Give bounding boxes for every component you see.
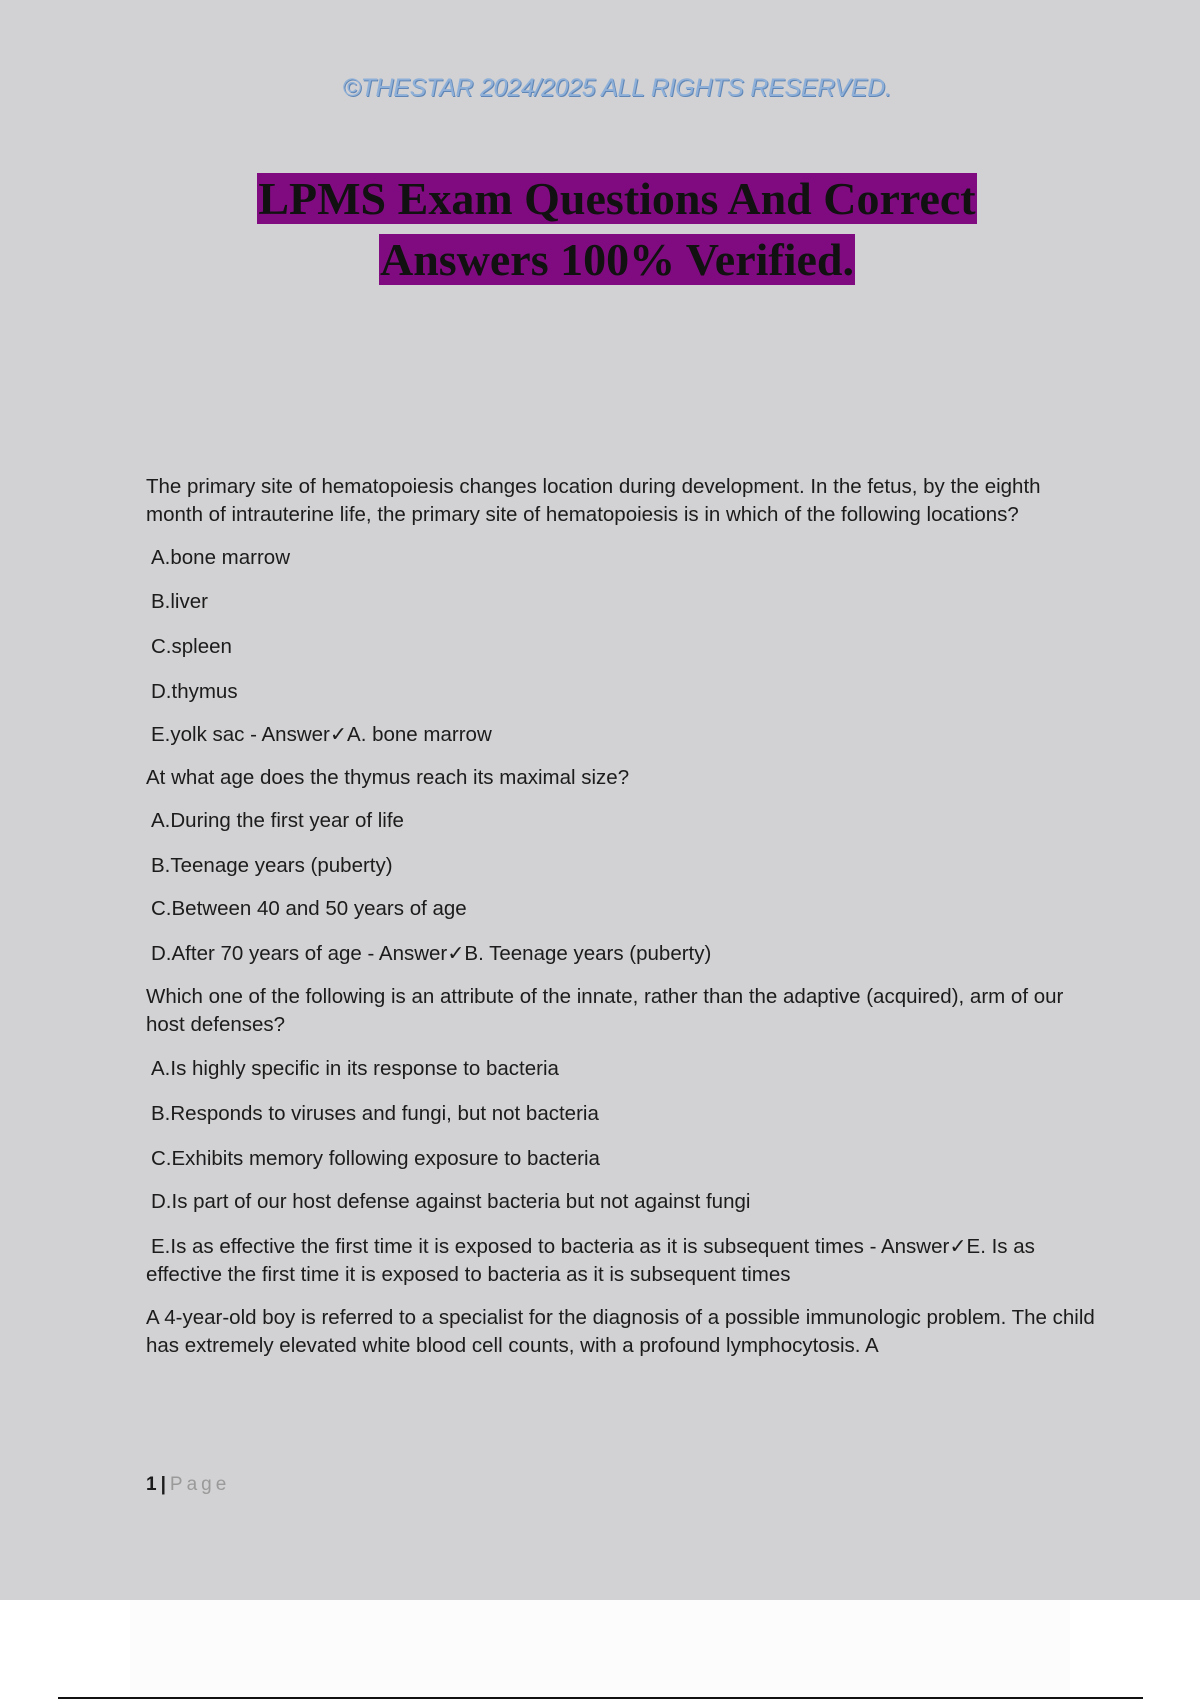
- question-2-text: At what age does the thymus reach its maximal size?: [146, 766, 630, 789]
- copyright-watermark: ©THESTAR 2024/2025 ALL RIGHTS RESERVED.: [342, 74, 892, 102]
- question-2-option-d-answer: D.After 70 years of age - Answer✓B. Teenage years (puberty): [151, 942, 712, 965]
- page-label: Page: [169, 1474, 231, 1495]
- page-footer: [146, 1474, 230, 1496]
- page-number: 1: [146, 1474, 157, 1495]
- page-divider-line: [58, 1697, 1143, 1699]
- question-3-option-e-answer: E.Is as effective the first time it is exposed to bacteria as it is subsequent times - Answer✓E. Is as effective the first time it is exposed to bacteria as it is subsequent times: [146, 1235, 1035, 1286]
- next-page-edge: [130, 1600, 1070, 1698]
- question-3-option-d: D.Is part of our host defense against bacteria but not against fungi: [151, 1190, 751, 1213]
- question-2-option-a: A.During the first year of life: [151, 809, 404, 832]
- question-1-option-d: D.thymus: [151, 680, 238, 703]
- question-3-option-a: A.Is highly specific in its response to bacteria: [151, 1057, 559, 1080]
- question-list: [146, 473, 1096, 1360]
- footer-separator: |: [160, 1474, 166, 1495]
- title-line-2: Answers 100% Verified.: [379, 234, 855, 285]
- question-1-text: The primary site of hematopoiesis changes location during development. In the fetus, by the eighth month of intrauterine life, the primary site of hematopoiesis is in which of the following locations?: [146, 475, 1041, 526]
- question-1-option-e-answer: E.yolk sac - Answer✓A. bone marrow: [151, 723, 492, 746]
- question-4-text: A 4-year-old boy is referred to a specialist for the diagnosis of a possible immunologic problem. The child has extremely elevated white blood cell counts, with a profound lymphocytosis. A: [146, 1306, 1095, 1357]
- question-1-option-c: C.spleen: [151, 635, 232, 658]
- question-2-option-b: B.Teenage years (puberty): [151, 854, 393, 877]
- question-1-option-a: A.bone marrow: [151, 546, 291, 569]
- question-3-text: Which one of the following is an attribute of the innate, rather than the adaptive (acquired), arm of our host defenses?: [146, 985, 1064, 1036]
- question-3-option-b: B.Responds to viruses and fungi, but not bacteria: [151, 1102, 599, 1125]
- question-1-option-b: B.liver: [151, 590, 208, 613]
- question-3-option-c: C.Exhibits memory following exposure to bacteria: [151, 1147, 600, 1170]
- title-line-1: LPMS Exam Questions And Correct: [258, 173, 976, 224]
- document-title: [0, 168, 1200, 290]
- question-2-option-c: C.Between 40 and 50 years of age: [151, 897, 467, 920]
